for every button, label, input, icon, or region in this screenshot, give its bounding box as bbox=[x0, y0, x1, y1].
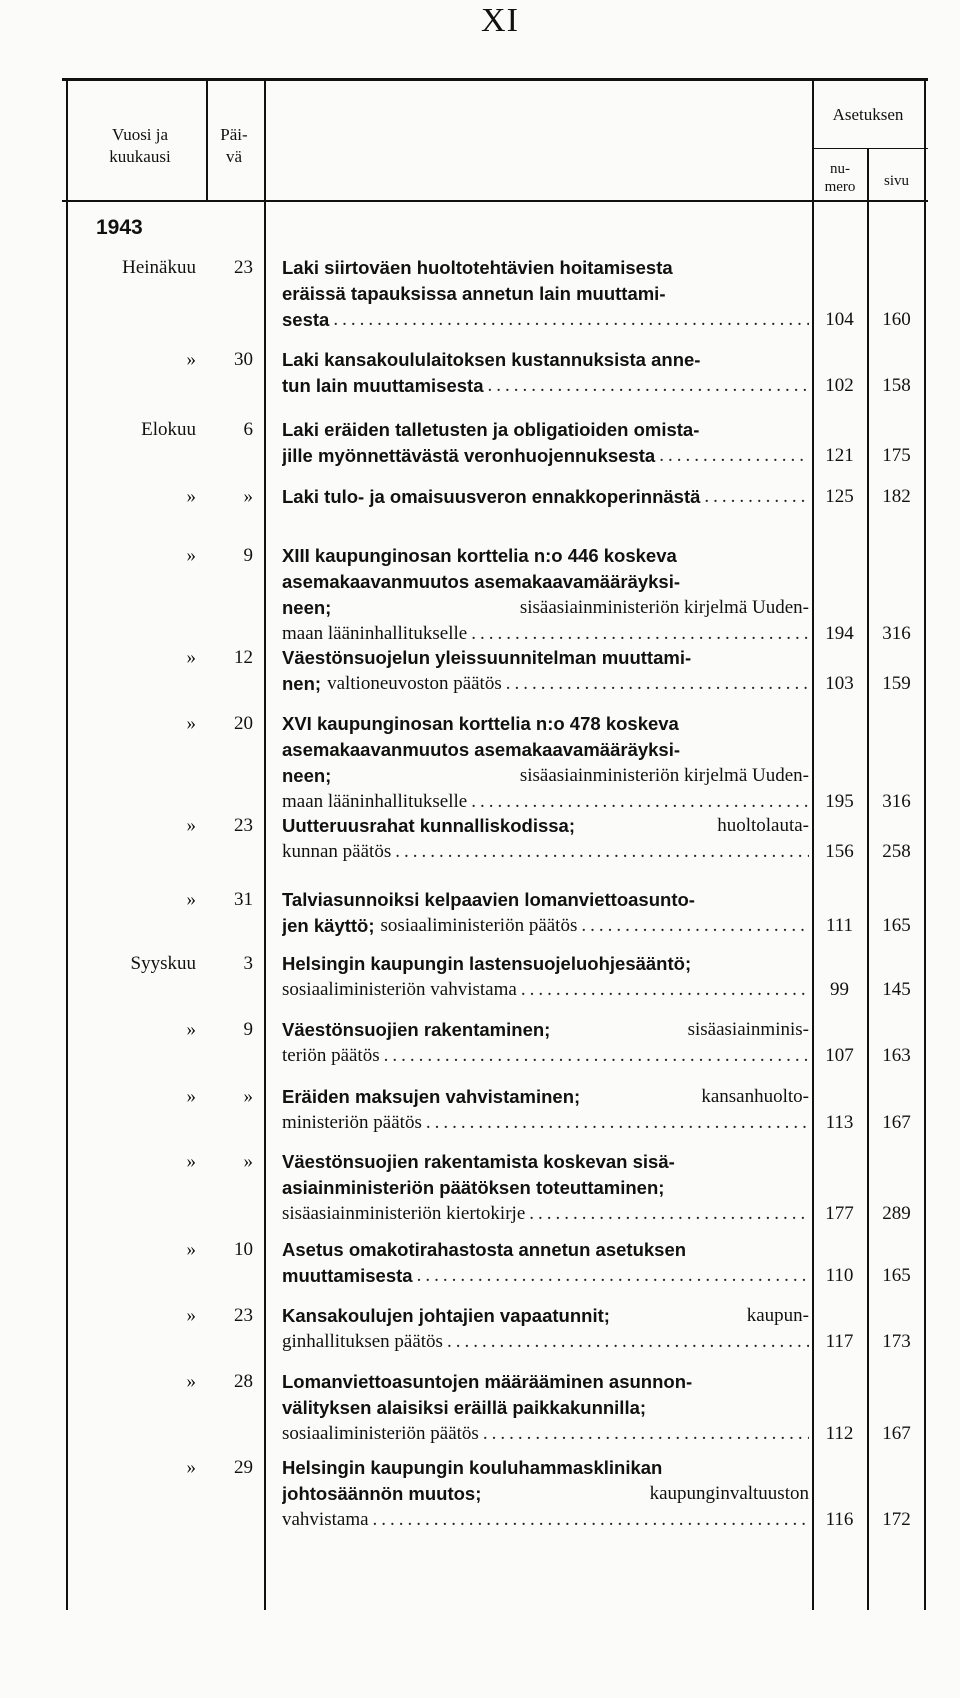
leader-dots bbox=[417, 1263, 809, 1289]
entry-title bbox=[282, 417, 809, 469]
leader-dots bbox=[483, 1421, 809, 1447]
leader-dots bbox=[487, 373, 809, 399]
entry-title-plain: sosiaaliministeriön päätös bbox=[380, 915, 578, 936]
regulation-number: 102 bbox=[825, 375, 854, 396]
entry-title-line bbox=[282, 887, 809, 913]
regulation-page: 160 bbox=[882, 309, 911, 330]
entry-month: » bbox=[186, 486, 196, 507]
regulation-number: 116 bbox=[825, 1509, 854, 1530]
entry-title-line bbox=[282, 1481, 809, 1507]
entry-month: » bbox=[186, 1019, 196, 1040]
entry-title-line bbox=[282, 763, 809, 789]
entry-title-bold: neen; bbox=[282, 765, 332, 786]
entry-title-plain: kunnan päätös bbox=[282, 841, 392, 862]
entry-title bbox=[282, 543, 809, 647]
header-day: Päi- vä bbox=[220, 125, 248, 166]
entry-month: » bbox=[186, 647, 196, 668]
entry-title-line bbox=[282, 1303, 809, 1329]
entry-title-line bbox=[282, 1175, 809, 1201]
entry-title bbox=[282, 1237, 809, 1289]
entry-title-line bbox=[282, 1084, 809, 1110]
entry-title-plain: valtioneuvoston päätös bbox=[327, 673, 502, 694]
header-number: nu- mero bbox=[824, 161, 856, 195]
regulation-page: 173 bbox=[882, 1331, 911, 1352]
entry-title-bold: johtosäännön muutos; bbox=[282, 1483, 482, 1504]
entry-month: » bbox=[186, 713, 196, 734]
entry-day: » bbox=[243, 1151, 253, 1172]
entry-title-bold: neen; bbox=[282, 597, 332, 618]
entry-title-line bbox=[282, 671, 809, 697]
entry-day: 12 bbox=[234, 647, 253, 668]
entry-title-line bbox=[282, 645, 809, 671]
entry-title-line bbox=[282, 543, 809, 569]
entry-title-line bbox=[282, 347, 809, 373]
entry-month: » bbox=[186, 349, 196, 370]
entry-title-bold: Väestönsuojien rakentaminen; bbox=[282, 1019, 551, 1040]
leader-dots bbox=[659, 443, 809, 469]
entry-title-bold: Asetus omakotirahastosta annetun asetuksen bbox=[282, 1239, 687, 1260]
entry-title-plain: kaupun- bbox=[746, 1305, 809, 1326]
regulation-number: 112 bbox=[825, 1423, 854, 1444]
entry-title-plain: kaupunginvaltuuston bbox=[649, 1483, 809, 1504]
entry-title-line bbox=[282, 1369, 809, 1395]
entry-title bbox=[282, 645, 809, 697]
entry-day: » bbox=[243, 486, 253, 507]
leader-dots bbox=[426, 1110, 809, 1136]
entry-title bbox=[282, 711, 809, 815]
entry-title-line bbox=[282, 443, 809, 469]
leader-dots bbox=[506, 671, 809, 697]
entry-title-bold: Helsingin kaupungin kouluhammasklinikan bbox=[282, 1457, 663, 1478]
entry-title-plain: sisäasiainministeriön kirjelmä Uuden- bbox=[519, 765, 809, 786]
entry-title-line bbox=[282, 913, 809, 939]
entry-title-bold: asiainministeriön päätöksen toteuttaminen; bbox=[282, 1177, 665, 1198]
entry-day: 6 bbox=[243, 419, 253, 440]
entry-title-plain: sosiaaliministeriön päätös bbox=[282, 1423, 479, 1444]
entry-day: » bbox=[243, 1086, 253, 1107]
entry-title-line bbox=[282, 255, 809, 281]
regulation-page: 145 bbox=[882, 979, 911, 1000]
regulation-number: 125 bbox=[825, 486, 854, 507]
regulation-page: 258 bbox=[882, 841, 911, 862]
regulation-number: 177 bbox=[825, 1203, 854, 1224]
entry-title-plain: teriön päätös bbox=[282, 1045, 380, 1066]
entry-title-bold: Talviasunnoiksi kelpaavien lomanviettoasunto- bbox=[282, 889, 695, 910]
entry-day: 23 bbox=[234, 1305, 253, 1326]
entry-title-bold: XVI kaupunginosan korttelia n:o 478 koskeva bbox=[282, 713, 679, 734]
leader-dots bbox=[704, 484, 809, 510]
entry-title-line bbox=[282, 1329, 809, 1355]
entry-title-plain: ministeriön päätös bbox=[282, 1112, 422, 1133]
regulation-number: 117 bbox=[825, 1331, 854, 1352]
entry-month: » bbox=[186, 1371, 196, 1392]
header-year-month: Vuosi ja kuukausi bbox=[109, 125, 171, 166]
entry-title-plain: sisäasiainministeriön kiertokirje bbox=[282, 1203, 526, 1224]
entry-title-line bbox=[282, 711, 809, 737]
entry-month: » bbox=[186, 1151, 196, 1172]
regulation-page: 167 bbox=[882, 1112, 911, 1133]
entry-title-line bbox=[282, 1455, 809, 1481]
entry-title-line bbox=[282, 621, 809, 647]
entry-month: » bbox=[186, 1305, 196, 1326]
entry-title-bold: sesta bbox=[282, 309, 330, 330]
entry-title-line bbox=[282, 951, 809, 977]
regulation-page: 158 bbox=[882, 375, 911, 396]
entry-month: » bbox=[186, 815, 196, 836]
entry-title bbox=[282, 347, 809, 399]
entry-title-bold: eräissä tapauksissa annetun lain muuttami- bbox=[282, 283, 666, 304]
right-border bbox=[924, 80, 926, 1610]
regulation-number: 111 bbox=[825, 915, 854, 936]
entry-title-bold: XIII kaupunginosan korttelia n:o 446 koskeva bbox=[282, 545, 677, 566]
entry-title-bold: Laki tulo- ja omaisuusveron ennakkoperinnästä bbox=[282, 486, 701, 507]
entry-title-line bbox=[282, 977, 809, 1003]
leader-dots bbox=[471, 789, 809, 815]
entry-title-line bbox=[282, 1017, 809, 1043]
entry-day: 9 bbox=[243, 545, 253, 566]
entry-title-line bbox=[282, 1043, 809, 1069]
entry-title bbox=[282, 1369, 809, 1447]
regulation-page: 165 bbox=[882, 1265, 911, 1286]
entry-title-line bbox=[282, 307, 809, 333]
regulation-number: 195 bbox=[825, 791, 854, 812]
entry-title-bold: tun lain muuttamisesta bbox=[282, 375, 484, 396]
entry-title-line bbox=[282, 595, 809, 621]
regulation-number: 156 bbox=[825, 841, 854, 862]
regulation-number: 99 bbox=[830, 979, 849, 1000]
leader-dots bbox=[471, 621, 809, 647]
entry-month: » bbox=[186, 1239, 196, 1260]
entry-title-plain: sosiaaliministeriön vahvistama bbox=[282, 979, 517, 1000]
entry-title-bold: Väestönsuojien rakentamista koskevan sisä- bbox=[282, 1151, 675, 1172]
entry-day: 31 bbox=[234, 889, 253, 910]
regulation-number: 107 bbox=[825, 1045, 854, 1066]
entry-title bbox=[282, 887, 809, 939]
regulation-number: 194 bbox=[825, 623, 854, 644]
entry-month: » bbox=[186, 545, 196, 566]
entry-title-line bbox=[282, 1421, 809, 1447]
entry-title-bold: muuttamisesta bbox=[282, 1265, 413, 1286]
entry-title bbox=[282, 1084, 809, 1136]
leader-dots bbox=[447, 1329, 809, 1355]
entry-title-line bbox=[282, 1110, 809, 1136]
entry-title-plain: kansanhuolto- bbox=[701, 1086, 809, 1107]
entry-title-line bbox=[282, 1237, 809, 1263]
entry-title-plain: maan lääninhallitukselle bbox=[282, 791, 468, 812]
entry-title-bold: jen käyttö; bbox=[282, 915, 375, 936]
entry-day: 23 bbox=[234, 815, 253, 836]
regulation-number: 110 bbox=[825, 1265, 854, 1286]
regulation-page: 159 bbox=[882, 673, 911, 694]
asetuksen-sub-rule bbox=[812, 148, 928, 149]
entry-title-plain: huoltolauta- bbox=[717, 815, 809, 836]
entry-title-plain: vahvistama bbox=[282, 1509, 369, 1530]
regulation-page: 289 bbox=[882, 1203, 911, 1224]
header-page: sivu bbox=[883, 173, 909, 189]
header-regulation: Asetuksen bbox=[832, 105, 904, 124]
leader-dots bbox=[384, 1043, 809, 1069]
leader-dots bbox=[521, 977, 809, 1003]
entry-title-line bbox=[282, 1507, 809, 1533]
entry-title-bold: Laki kansakoululaitoksen kustannuksista anne- bbox=[282, 349, 701, 370]
entry-title-line bbox=[282, 281, 809, 307]
entry-title-bold: asemakaavanmuutos asemakaavamääräyksi- bbox=[282, 571, 681, 592]
regulation-page: 316 bbox=[882, 623, 911, 644]
entry-title bbox=[282, 255, 809, 333]
entry-title-plain: maan lääninhallitukselle bbox=[282, 623, 468, 644]
entry-title bbox=[282, 951, 809, 1003]
entry-title-line bbox=[282, 737, 809, 763]
regulation-page: 165 bbox=[882, 915, 911, 936]
entry-day: 3 bbox=[243, 953, 253, 974]
entry-title-bold: Eräiden maksujen vahvistaminen; bbox=[282, 1086, 581, 1107]
entry-month: Heinäkuu bbox=[122, 257, 196, 278]
entry-month: Syyskuu bbox=[130, 953, 196, 974]
desc-column-divider bbox=[264, 80, 266, 1610]
leader-dots bbox=[581, 913, 809, 939]
year-label: 1943 bbox=[96, 216, 143, 239]
entry-title-line bbox=[282, 839, 809, 865]
entry-title-bold: asemakaavanmuutos asemakaavamääräyksi- bbox=[282, 739, 681, 760]
entry-title-bold: nen; bbox=[282, 673, 322, 694]
entry-day: 29 bbox=[234, 1457, 253, 1478]
entry-title bbox=[282, 484, 809, 510]
page-column-divider bbox=[867, 148, 869, 1610]
entry-day: 20 bbox=[234, 713, 253, 734]
entry-title-bold: Lomanviettoasuntojen määrääminen asunnon- bbox=[282, 1371, 693, 1392]
regulation-number: 104 bbox=[825, 309, 854, 330]
entry-title bbox=[282, 813, 809, 865]
header-bottom-rule bbox=[62, 200, 928, 202]
entry-title-bold: jille myönnettävästä veronhuojennuksesta bbox=[282, 445, 656, 466]
leader-dots bbox=[333, 307, 809, 333]
entry-title-line bbox=[282, 417, 809, 443]
regulation-number: 113 bbox=[825, 1112, 854, 1133]
entry-title-bold: Laki siirtoväen huoltotehtävien hoitamisesta bbox=[282, 257, 673, 278]
entry-title-plain: sisäasiainministeriön kirjelmä Uuden- bbox=[519, 597, 809, 618]
entry-title bbox=[282, 1017, 809, 1069]
entry-title-plain: ginhallituksen päätös bbox=[282, 1331, 443, 1352]
entry-month: » bbox=[186, 1457, 196, 1478]
entry-day: 30 bbox=[234, 349, 253, 370]
entry-title-bold: Kansakoulujen johtajien vapaatunnit; bbox=[282, 1305, 610, 1326]
day-column-divider bbox=[206, 80, 208, 202]
entry-month: Elokuu bbox=[141, 419, 196, 440]
regulation-number: 103 bbox=[825, 673, 854, 694]
entry-title-bold: Helsingin kaupungin lastensuojeluohjesääntö; bbox=[282, 953, 692, 974]
entry-title-line bbox=[282, 484, 809, 510]
regulation-page: 316 bbox=[882, 791, 911, 812]
entry-title-bold: Uutteruusrahat kunnalliskodissa; bbox=[282, 815, 575, 836]
leader-dots bbox=[395, 839, 809, 865]
leader-dots bbox=[373, 1507, 809, 1533]
entry-day: 9 bbox=[243, 1019, 253, 1040]
regulation-page: 163 bbox=[882, 1045, 911, 1066]
entry-day: 10 bbox=[234, 1239, 253, 1260]
regulation-page: 172 bbox=[882, 1509, 911, 1530]
entry-title-line bbox=[282, 1149, 809, 1175]
entry-title-line bbox=[282, 1201, 809, 1227]
entry-title-line bbox=[282, 789, 809, 815]
entry-title-bold: Laki eräiden talletusten ja obligatioiden omista- bbox=[282, 419, 700, 440]
regulation-page: 167 bbox=[882, 1423, 911, 1444]
entry-title bbox=[282, 1149, 809, 1227]
entry-day: 23 bbox=[234, 257, 253, 278]
entry-title bbox=[282, 1303, 809, 1355]
entry-title-line bbox=[282, 813, 809, 839]
entry-title-line bbox=[282, 569, 809, 595]
entry-title-bold: välityksen alaisiksi eräillä paikkakunnilla; bbox=[282, 1397, 647, 1418]
entry-title-plain: sisäasiainminis- bbox=[687, 1019, 809, 1040]
entry-title-line bbox=[282, 1263, 809, 1289]
entry-title-line bbox=[282, 373, 809, 399]
regulation-number: 121 bbox=[825, 445, 854, 466]
entry-title-bold: Väestönsuojelun yleissuunnitelman muuttami- bbox=[282, 647, 692, 668]
regulation-page: 182 bbox=[882, 486, 911, 507]
entry-month: » bbox=[186, 889, 196, 910]
leader-dots bbox=[529, 1201, 809, 1227]
regulation-page: 175 bbox=[882, 445, 911, 466]
top-rule bbox=[62, 78, 928, 81]
entry-title bbox=[282, 1455, 809, 1533]
entry-day: 28 bbox=[234, 1371, 253, 1392]
entry-title-line bbox=[282, 1395, 809, 1421]
entry-month: » bbox=[186, 1086, 196, 1107]
page-number: XI bbox=[481, 2, 519, 39]
